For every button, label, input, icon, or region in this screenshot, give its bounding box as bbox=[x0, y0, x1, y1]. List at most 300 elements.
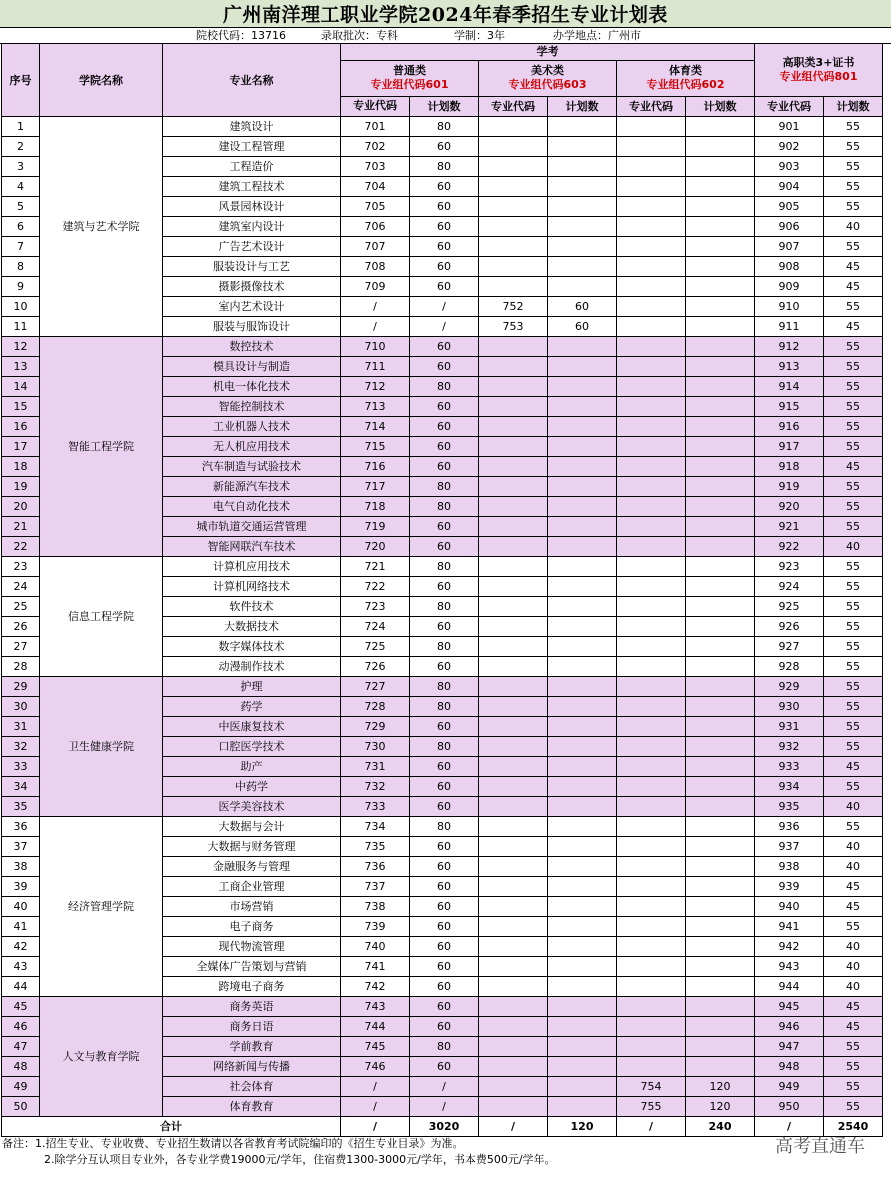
art-code-cell bbox=[479, 597, 548, 617]
general-code-cell: 714 bbox=[341, 417, 410, 437]
general-code-cell: 706 bbox=[341, 217, 410, 237]
general-count-cell: 60 bbox=[410, 397, 479, 417]
gz-count-cell: 55 bbox=[824, 137, 883, 157]
general-count-cell: 60 bbox=[410, 1057, 479, 1077]
college-name-cell: 智能工程学院 bbox=[40, 337, 163, 557]
general-count-cell: 60 bbox=[410, 657, 479, 677]
art-count-cell bbox=[548, 957, 617, 977]
sport-code-cell bbox=[617, 1017, 686, 1037]
seq-cell: 46 bbox=[2, 1017, 40, 1037]
seq-cell: 37 bbox=[2, 837, 40, 857]
art-count-cell bbox=[548, 837, 617, 857]
art-count-cell bbox=[548, 717, 617, 737]
general-count-cell: 60 bbox=[410, 757, 479, 777]
art-code-cell bbox=[479, 457, 548, 477]
seq-cell: 22 bbox=[2, 537, 40, 557]
general-code-cell: 721 bbox=[341, 557, 410, 577]
sport-count-cell bbox=[686, 397, 755, 417]
sport-code-cell bbox=[617, 457, 686, 477]
sport-count-cell bbox=[686, 717, 755, 737]
header-art-code: 专业组代码603 bbox=[508, 78, 587, 92]
seq-cell: 4 bbox=[2, 177, 40, 197]
seq-cell: 19 bbox=[2, 477, 40, 497]
major-name-cell: 新能源汽车技术 bbox=[163, 477, 341, 497]
sport-code-cell bbox=[617, 337, 686, 357]
gz-count-cell: 55 bbox=[824, 297, 883, 317]
gz-count-cell: 55 bbox=[824, 1037, 883, 1057]
total-label: 合计 bbox=[2, 1117, 341, 1137]
note-2: 2.除学分互认项目专业外，各专业学费19000元/学年，住宿费1300-3000元/学年，书本费500元/学年。 bbox=[44, 1153, 556, 1166]
general-code-cell: 736 bbox=[341, 857, 410, 877]
sport-count-cell bbox=[686, 557, 755, 577]
art-count-cell bbox=[548, 377, 617, 397]
sport-count-cell bbox=[686, 297, 755, 317]
general-code-cell: 725 bbox=[341, 637, 410, 657]
general-code-cell: 711 bbox=[341, 357, 410, 377]
gz-count-cell: 55 bbox=[824, 677, 883, 697]
major-name-cell: 工业机器人技术 bbox=[163, 417, 341, 437]
seq-cell: 50 bbox=[2, 1097, 40, 1117]
sport-code-cell bbox=[617, 517, 686, 537]
gz-count-cell: 55 bbox=[824, 337, 883, 357]
seq-cell: 5 bbox=[2, 197, 40, 217]
gz-count-cell: 40 bbox=[824, 857, 883, 877]
sport-count-cell bbox=[686, 697, 755, 717]
seq-cell: 29 bbox=[2, 677, 40, 697]
sport-count-cell bbox=[686, 737, 755, 757]
general-count-cell: 60 bbox=[410, 857, 479, 877]
gz-code-cell: 949 bbox=[755, 1077, 824, 1097]
gz-count-cell: 55 bbox=[824, 477, 883, 497]
sport-code-cell bbox=[617, 317, 686, 337]
art-code-cell bbox=[479, 697, 548, 717]
study-duration: 学制：3年 bbox=[454, 29, 505, 42]
general-code-cell: 744 bbox=[341, 1017, 410, 1037]
seq-cell: 27 bbox=[2, 637, 40, 657]
art-code-cell bbox=[479, 1017, 548, 1037]
sport-code-cell bbox=[617, 837, 686, 857]
table-row bbox=[2, 817, 883, 837]
seq-cell: 40 bbox=[2, 897, 40, 917]
gz-code-cell: 928 bbox=[755, 657, 824, 677]
major-name-cell: 智能网联汽车技术 bbox=[163, 537, 341, 557]
seq-cell: 26 bbox=[2, 617, 40, 637]
sport-code-cell bbox=[617, 417, 686, 437]
sport-code-cell bbox=[617, 877, 686, 897]
gz-code-cell: 948 bbox=[755, 1057, 824, 1077]
general-code-cell: / bbox=[341, 1077, 410, 1097]
major-name-cell: 工程造价 bbox=[163, 157, 341, 177]
sport-code-cell bbox=[617, 357, 686, 377]
general-count-cell: 60 bbox=[410, 417, 479, 437]
header-gz bbox=[755, 44, 883, 97]
sport-code-cell bbox=[617, 777, 686, 797]
art-count-cell bbox=[548, 337, 617, 357]
sport-count-cell bbox=[686, 777, 755, 797]
page-title: 广州南洋理工职业学院2024年春季招生专业计划表 bbox=[0, 0, 891, 28]
seq-cell: 20 bbox=[2, 497, 40, 517]
seq-cell: 33 bbox=[2, 757, 40, 777]
sport-code-cell bbox=[617, 157, 686, 177]
gz-count-cell: 40 bbox=[824, 537, 883, 557]
art-code-cell bbox=[479, 337, 548, 357]
seq-cell: 38 bbox=[2, 857, 40, 877]
sport-count-cell bbox=[686, 497, 755, 517]
art-count-cell bbox=[548, 517, 617, 537]
gz-code-cell: 942 bbox=[755, 937, 824, 957]
general-code-cell: / bbox=[341, 297, 410, 317]
college-name-cell: 人文与教育学院 bbox=[40, 997, 163, 1117]
sport-code-cell bbox=[617, 437, 686, 457]
sport-code-cell: 755 bbox=[617, 1097, 686, 1117]
general-count-cell: 60 bbox=[410, 837, 479, 857]
header-art-label: 美术类 bbox=[531, 64, 564, 78]
general-code-cell: 728 bbox=[341, 697, 410, 717]
sport-count-cell bbox=[686, 277, 755, 297]
general-count-cell: 80 bbox=[410, 497, 479, 517]
general-code-cell: 738 bbox=[341, 897, 410, 917]
major-name-cell: 工商企业管理 bbox=[163, 877, 341, 897]
gz-count-cell: 40 bbox=[824, 977, 883, 997]
sport-count-cell bbox=[686, 197, 755, 217]
major-name-cell: 学前教育 bbox=[163, 1037, 341, 1057]
gz-count-cell: 55 bbox=[824, 517, 883, 537]
sport-code-cell bbox=[617, 257, 686, 277]
seq-cell: 28 bbox=[2, 657, 40, 677]
sport-code-cell bbox=[617, 217, 686, 237]
gz-code-cell: 919 bbox=[755, 477, 824, 497]
general-code-cell: 737 bbox=[341, 877, 410, 897]
general-code-cell: 730 bbox=[341, 737, 410, 757]
general-code-cell: 732 bbox=[341, 777, 410, 797]
major-name-cell: 社会体育 bbox=[163, 1077, 341, 1097]
gz-code-cell: 924 bbox=[755, 577, 824, 597]
sport-code-cell bbox=[617, 277, 686, 297]
gz-code-cell: 946 bbox=[755, 1017, 824, 1037]
gz-code-cell: 934 bbox=[755, 777, 824, 797]
general-code-cell: / bbox=[341, 317, 410, 337]
art-count-cell bbox=[548, 497, 617, 517]
gz-code-cell: 912 bbox=[755, 337, 824, 357]
sport-code-cell bbox=[617, 757, 686, 777]
gz-count-cell: 55 bbox=[824, 177, 883, 197]
seq-cell: 3 bbox=[2, 157, 40, 177]
major-name-cell: 建筑工程技术 bbox=[163, 177, 341, 197]
sport-count-cell bbox=[686, 1017, 755, 1037]
sport-count-cell bbox=[686, 477, 755, 497]
major-name-cell: 建筑设计 bbox=[163, 117, 341, 137]
art-code-cell bbox=[479, 517, 548, 537]
major-name-cell: 机电一体化技术 bbox=[163, 377, 341, 397]
seq-cell: 34 bbox=[2, 777, 40, 797]
sport-code-cell bbox=[617, 817, 686, 837]
seq-cell: 32 bbox=[2, 737, 40, 757]
major-name-cell: 服装设计与工艺 bbox=[163, 257, 341, 277]
gz-count-cell: 55 bbox=[824, 917, 883, 937]
header-code: 专业代码 bbox=[617, 96, 686, 116]
gz-code-cell: 902 bbox=[755, 137, 824, 157]
general-code-cell: / bbox=[341, 1097, 410, 1117]
gz-count-cell: 55 bbox=[824, 1057, 883, 1077]
gz-code-cell: 939 bbox=[755, 877, 824, 897]
total-cell: 3020 bbox=[410, 1117, 479, 1137]
art-code-cell: 752 bbox=[479, 297, 548, 317]
art-code-cell bbox=[479, 817, 548, 837]
art-count-cell bbox=[548, 417, 617, 437]
general-code-cell: 717 bbox=[341, 477, 410, 497]
major-name-cell: 中药学 bbox=[163, 777, 341, 797]
major-name-cell: 建筑室内设计 bbox=[163, 217, 341, 237]
general-count-cell: 80 bbox=[410, 157, 479, 177]
seq-cell: 23 bbox=[2, 557, 40, 577]
art-code-cell bbox=[479, 117, 548, 137]
gz-code-cell: 914 bbox=[755, 377, 824, 397]
sport-count-cell bbox=[686, 237, 755, 257]
general-count-cell: 80 bbox=[410, 737, 479, 757]
art-code-cell bbox=[479, 1097, 548, 1117]
art-code-cell bbox=[479, 977, 548, 997]
seq-cell: 44 bbox=[2, 977, 40, 997]
gz-code-cell: 930 bbox=[755, 697, 824, 717]
sport-code-cell bbox=[617, 717, 686, 737]
header-count: 计划数 bbox=[548, 96, 617, 116]
gz-count-cell: 55 bbox=[824, 657, 883, 677]
general-count-cell: 80 bbox=[410, 557, 479, 577]
gz-code-cell: 913 bbox=[755, 357, 824, 377]
sport-code-cell bbox=[617, 617, 686, 637]
general-count-cell: / bbox=[410, 297, 479, 317]
sport-code-cell bbox=[617, 237, 686, 257]
general-count-cell: 60 bbox=[410, 137, 479, 157]
general-code-cell: 740 bbox=[341, 937, 410, 957]
seq-cell: 36 bbox=[2, 817, 40, 837]
sport-count-cell bbox=[686, 857, 755, 877]
header-sport-label: 体育类 bbox=[669, 64, 702, 78]
general-code-cell: 741 bbox=[341, 957, 410, 977]
major-name-cell: 电气自动化技术 bbox=[163, 497, 341, 517]
sport-count-cell bbox=[686, 137, 755, 157]
art-count-cell bbox=[548, 577, 617, 597]
art-count-cell bbox=[548, 257, 617, 277]
art-code-cell bbox=[479, 237, 548, 257]
gz-count-cell: 45 bbox=[824, 317, 883, 337]
general-code-cell: 701 bbox=[341, 117, 410, 137]
sport-code-cell bbox=[617, 577, 686, 597]
art-code-cell bbox=[479, 477, 548, 497]
sport-count-cell bbox=[686, 817, 755, 837]
general-code-cell: 718 bbox=[341, 497, 410, 517]
school-info-bar bbox=[0, 28, 891, 44]
general-count-cell: 60 bbox=[410, 237, 479, 257]
gz-code-cell: 905 bbox=[755, 197, 824, 217]
header-count: 计划数 bbox=[824, 96, 883, 116]
art-code-cell: 753 bbox=[479, 317, 548, 337]
general-count-cell: / bbox=[410, 317, 479, 337]
art-code-cell bbox=[479, 957, 548, 977]
general-code-cell: 723 bbox=[341, 597, 410, 617]
sport-code-cell bbox=[617, 897, 686, 917]
sport-count-cell bbox=[686, 437, 755, 457]
sport-count-cell bbox=[686, 957, 755, 977]
table-row bbox=[2, 997, 883, 1017]
general-code-cell: 719 bbox=[341, 517, 410, 537]
general-code-cell: 710 bbox=[341, 337, 410, 357]
general-code-cell: 726 bbox=[341, 657, 410, 677]
art-count-cell bbox=[548, 1097, 617, 1117]
header-gz-code: 专业组代码801 bbox=[779, 69, 858, 83]
general-count-cell: 60 bbox=[410, 897, 479, 917]
gz-code-cell: 910 bbox=[755, 297, 824, 317]
general-code-cell: 702 bbox=[341, 137, 410, 157]
seq-cell: 7 bbox=[2, 237, 40, 257]
general-code-cell: 746 bbox=[341, 1057, 410, 1077]
gz-code-cell: 916 bbox=[755, 417, 824, 437]
sport-code-cell bbox=[617, 737, 686, 757]
major-name-cell: 跨境电子商务 bbox=[163, 977, 341, 997]
art-count-cell bbox=[548, 537, 617, 557]
header-code: 专业代码 bbox=[755, 96, 824, 116]
general-code-cell: 735 bbox=[341, 837, 410, 857]
gz-count-cell: 55 bbox=[824, 597, 883, 617]
art-count-cell bbox=[548, 1017, 617, 1037]
sport-count-cell bbox=[686, 357, 755, 377]
gz-code-cell: 903 bbox=[755, 157, 824, 177]
header-general-label: 普通类 bbox=[393, 64, 426, 78]
major-name-cell: 计算机应用技术 bbox=[163, 557, 341, 577]
major-name-cell: 模具设计与制造 bbox=[163, 357, 341, 377]
major-name-cell: 动漫制作技术 bbox=[163, 657, 341, 677]
sport-code-cell bbox=[617, 477, 686, 497]
general-count-cell: 60 bbox=[410, 937, 479, 957]
sport-code-cell bbox=[617, 697, 686, 717]
seq-cell: 39 bbox=[2, 877, 40, 897]
gz-code-cell: 936 bbox=[755, 817, 824, 837]
art-count-cell: 60 bbox=[548, 317, 617, 337]
art-code-cell bbox=[479, 417, 548, 437]
gz-count-cell: 55 bbox=[824, 357, 883, 377]
art-code-cell bbox=[479, 757, 548, 777]
major-name-cell: 电子商务 bbox=[163, 917, 341, 937]
art-count-cell bbox=[548, 617, 617, 637]
sport-count-cell bbox=[686, 897, 755, 917]
gz-count-cell: 55 bbox=[824, 777, 883, 797]
header-general bbox=[341, 61, 479, 96]
general-code-cell: 720 bbox=[341, 537, 410, 557]
sport-count-cell: 120 bbox=[686, 1097, 755, 1117]
gz-count-cell: 55 bbox=[824, 377, 883, 397]
seq-cell: 13 bbox=[2, 357, 40, 377]
general-count-cell: 60 bbox=[410, 177, 479, 197]
art-code-cell bbox=[479, 857, 548, 877]
art-code-cell bbox=[479, 937, 548, 957]
general-code-cell: 716 bbox=[341, 457, 410, 477]
gz-count-cell: 55 bbox=[824, 637, 883, 657]
major-name-cell: 网络新闻与传播 bbox=[163, 1057, 341, 1077]
gz-count-cell: 55 bbox=[824, 437, 883, 457]
total-cell: 240 bbox=[686, 1117, 755, 1137]
table-row bbox=[2, 337, 883, 357]
header-code: 专业代码 bbox=[341, 96, 410, 116]
art-count-cell bbox=[548, 917, 617, 937]
header-general-code: 专业组代码601 bbox=[370, 78, 449, 92]
art-code-cell bbox=[479, 1037, 548, 1057]
general-code-cell: 715 bbox=[341, 437, 410, 457]
sport-code-cell bbox=[617, 137, 686, 157]
college-name-cell: 建筑与艺术学院 bbox=[40, 117, 163, 337]
general-count-cell: 60 bbox=[410, 277, 479, 297]
table-row bbox=[2, 117, 883, 137]
art-code-cell bbox=[479, 357, 548, 377]
major-name-cell: 市场营销 bbox=[163, 897, 341, 917]
major-name-cell: 数控技术 bbox=[163, 337, 341, 357]
general-count-cell: 60 bbox=[410, 337, 479, 357]
general-code-cell: 734 bbox=[341, 817, 410, 837]
general-count-cell: 60 bbox=[410, 257, 479, 277]
sport-count-cell bbox=[686, 457, 755, 477]
sport-count-cell bbox=[686, 577, 755, 597]
art-count-cell bbox=[548, 757, 617, 777]
general-count-cell: 60 bbox=[410, 917, 479, 937]
general-count-cell: 60 bbox=[410, 797, 479, 817]
art-code-cell bbox=[479, 777, 548, 797]
major-name-cell: 无人机应用技术 bbox=[163, 437, 341, 457]
general-code-cell: 742 bbox=[341, 977, 410, 997]
gz-code-cell: 920 bbox=[755, 497, 824, 517]
sport-count-cell bbox=[686, 657, 755, 677]
gz-count-cell: 45 bbox=[824, 877, 883, 897]
header-art bbox=[479, 61, 617, 96]
art-code-cell bbox=[479, 197, 548, 217]
art-code-cell bbox=[479, 1057, 548, 1077]
gz-count-cell: 55 bbox=[824, 577, 883, 597]
sport-count-cell bbox=[686, 757, 755, 777]
sport-count-cell bbox=[686, 157, 755, 177]
seq-cell: 9 bbox=[2, 277, 40, 297]
gz-count-cell: 40 bbox=[824, 837, 883, 857]
gz-count-cell: 55 bbox=[824, 1077, 883, 1097]
school-location: 办学地点：广州市 bbox=[553, 29, 641, 42]
gz-count-cell: 55 bbox=[824, 817, 883, 837]
sport-code-cell bbox=[617, 197, 686, 217]
seq-cell: 18 bbox=[2, 457, 40, 477]
gz-code-cell: 901 bbox=[755, 117, 824, 137]
header-seq: 序号 bbox=[2, 44, 40, 117]
major-name-cell: 全媒体广告策划与营销 bbox=[163, 957, 341, 977]
major-name-cell: 中医康复技术 bbox=[163, 717, 341, 737]
seq-cell: 49 bbox=[2, 1077, 40, 1097]
sport-code-cell bbox=[617, 937, 686, 957]
art-count-cell bbox=[548, 797, 617, 817]
art-code-cell bbox=[479, 377, 548, 397]
general-code-cell: 704 bbox=[341, 177, 410, 197]
major-name-cell: 医学美容技术 bbox=[163, 797, 341, 817]
gz-code-cell: 923 bbox=[755, 557, 824, 577]
general-code-cell: 727 bbox=[341, 677, 410, 697]
gz-count-cell: 55 bbox=[824, 717, 883, 737]
art-count-cell bbox=[548, 897, 617, 917]
general-count-cell: 80 bbox=[410, 477, 479, 497]
gz-code-cell: 933 bbox=[755, 757, 824, 777]
gz-count-cell: 55 bbox=[824, 157, 883, 177]
sport-code-cell bbox=[617, 977, 686, 997]
sport-code-cell: 754 bbox=[617, 1077, 686, 1097]
sport-count-cell: 120 bbox=[686, 1077, 755, 1097]
art-code-cell bbox=[479, 257, 548, 277]
art-count-cell bbox=[548, 277, 617, 297]
general-code-cell: 707 bbox=[341, 237, 410, 257]
total-cell: / bbox=[341, 1117, 410, 1137]
gz-code-cell: 907 bbox=[755, 237, 824, 257]
